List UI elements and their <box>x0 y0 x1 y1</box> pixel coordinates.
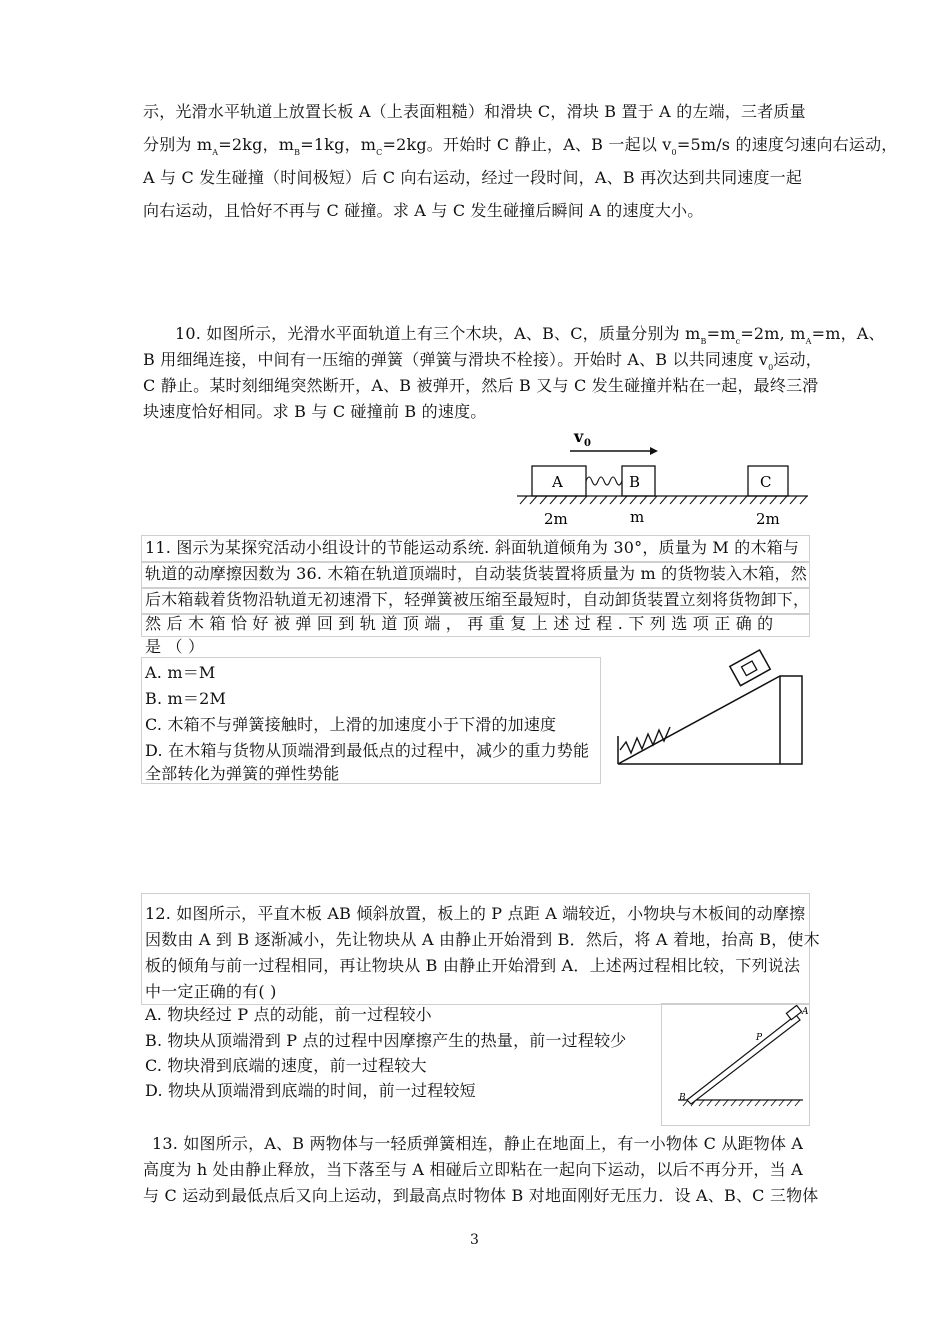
q10-mass-a: 2m <box>544 510 568 528</box>
q12-board <box>687 1015 800 1104</box>
q13-line-2: 高度为 h 处由静止释放，当下落至与 A 相碰后立即粘在一起向下运动，以后不再分开，当 A <box>143 1160 803 1179</box>
q11-option-d: D. 在木箱与货物从顶端滑到最低点的过程中，减少的重力势能 <box>145 741 590 760</box>
q12-option-d: D. 物块从顶端滑到底端的时间，前一过程较短 <box>145 1081 476 1100</box>
q12-option-c: C. 物块滑到底端的速度，前一过程较大 <box>145 1056 427 1075</box>
q12-block <box>786 1005 801 1019</box>
q13-line-3: 与 C 运动到最低点后又向上运动，到最高点时物体 B 对地面刚好无压力．设 A、B、C 三物体 <box>143 1186 819 1205</box>
q12-label-a: A <box>802 1007 808 1017</box>
q12-line-2: 因数由 A 到 B 逐渐减小，先让物块从 A 由静止开始滑到 B．然后，将 A 着地，抬高 B，使木 <box>145 930 820 949</box>
q10-fig-velocity: v <box>574 427 584 446</box>
q11-option-c: C. 木箱不与弹簧接触时，上滑的加速度小于下滑的加速度 <box>145 715 557 734</box>
q11-option-d-cont: 全部转化为弹簧的弹性势能 <box>145 764 340 783</box>
q11-option-a: A. m＝M <box>145 663 216 682</box>
q10-label-b: B <box>629 473 641 491</box>
q11-incline <box>618 676 802 764</box>
q10-line-2: B 用细绳连接，中间有一压缩的弹簧（弹簧与滑块不栓接）。开始时 A、B 以共同速度 $v_0$运动， <box>143 350 822 372</box>
q12-block-group <box>786 1005 801 1019</box>
q11-line-1: 11. 图示为某探究活动小组设计的节能运动系统. 斜面轨道倾角为 30°，质量为 M 的木箱与 <box>145 538 800 557</box>
q12-label-b: B <box>679 1093 686 1103</box>
q11-line-2: 轨道的动摩擦因数为 36. 木箱在轨道顶端时，自动装货装置将质量为 m 的货物装入木箱，然 <box>145 564 807 583</box>
q12-label-p: P <box>756 1033 763 1043</box>
q10-ground-hatch <box>520 496 807 504</box>
q11-option-b: B. m＝2M <box>145 689 227 708</box>
q11-line-4: 然 后 木 箱 恰 好 被 弹 回 到 轨 道 顶 端 ， 再 重 复 上 述 过 程 . 下 列 选 项 正 确 的 <box>145 614 774 633</box>
page-number: 3 <box>470 1232 479 1248</box>
q10-line-4: 块速度恰好相同。求 B 与 C 碰撞前 B 的速度。 <box>143 402 487 421</box>
q10-mass-c: 2m <box>756 510 780 528</box>
q10-mass-b: m <box>630 508 645 526</box>
q12-line-3: 板的倾角与前一过程相同，再让物块从 B 由静止开始滑到 A．上述两过程相比较，下列说法 <box>145 956 801 975</box>
q10-fig-velocity-sub: 0 <box>584 438 591 449</box>
q11-line-5: 是 （ ） <box>145 637 205 656</box>
q12-ground-hatch <box>683 1100 800 1106</box>
q9-line-3: A 与 C 发生碰撞（时间极短）后 C 向右运动，经过一段时间，A、B 再次达到共同速度一起 <box>143 168 803 187</box>
q9-line-1: 示，光滑水平轨道上放置长板 A（上表面粗糙）和滑块 C，滑块 B 置于 A 的左端，三者质量 <box>143 102 806 121</box>
q11-incline-figure <box>610 640 810 770</box>
q9-line-4: 向右运动，且恰好不再与 C 碰撞。求 A 与 C 发生碰撞后瞬间 A 的速度大小。 <box>143 201 704 220</box>
q10-label-a: A <box>552 473 563 491</box>
q10-figure <box>512 420 812 530</box>
q11-box-group <box>730 650 770 686</box>
q10-line-3: C 静止。某时刻细绳突然断开，A、B 被弹开，然后 B 又与 C 发生碰撞并粘在一起，最终三滑 <box>143 376 819 395</box>
q10-arrow-head <box>650 447 658 455</box>
q10-label-c: C <box>760 473 772 491</box>
q13-line-1: 13. 如图所示，A、B 两物体与一轻质弹簧相连，静止在地面上，有一小物体 C 从距物体 A <box>152 1134 804 1153</box>
q11-line-3: 后木箱载着货物沿轨道无初速滑下，轻弹簧被压缩至最短时，自动卸货装置立刻将货物卸下， <box>145 590 810 609</box>
q12-option-a: A. 物块经过 P 点的动能，前一过程较小 <box>145 1005 432 1024</box>
q12-board-figure <box>663 1005 808 1123</box>
q10-line-1: 10. 如图所示，光滑水平面轨道上有三个木块，A、B、C，质量分别为 $m_B=m_c=2m$, $m_A=m$，A、 <box>175 324 885 346</box>
q12-line-1: 12. 如图所示，平直木板 AB 倾斜放置，板上的 P 点距 A 端较近，小物块与木板间的动摩擦 <box>145 904 806 923</box>
q9-line-2: 分别为 $m_A=2kg$，$m_B=1kg$，$m_C=2kg$。开始时 C 静止，A、B 一起以 $v_0=5m/s$ 的速度匀速向右运动， <box>143 135 898 157</box>
q12-line-4: 中一定正确的有( ) <box>145 982 277 1001</box>
q12-option-b: B. 物块从顶端滑到 P 点的过程中因摩擦产生的热量，前一过程较少 <box>145 1031 627 1050</box>
